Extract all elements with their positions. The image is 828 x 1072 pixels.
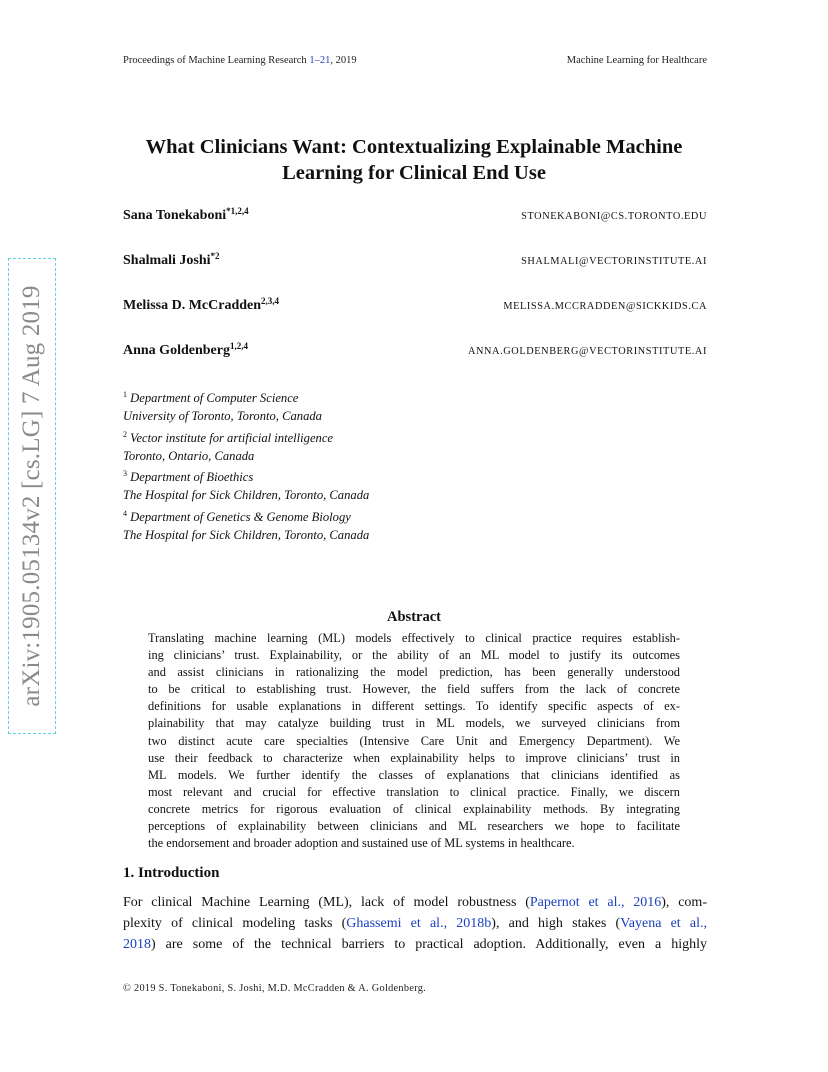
abstract-line: use their feedback to characterize when explainability helps to improve clinicians’ trust in <box>148 750 680 765</box>
author-email[interactable]: STONEKABONI@CS.TORONTO.EDU <box>521 211 707 222</box>
running-header-right: Machine Learning for Healthcare <box>566 55 707 66</box>
section-heading: 1. Introduction <box>123 865 220 881</box>
author-row <box>123 251 707 271</box>
citation-link[interactable]: 2018 <box>123 937 151 953</box>
page-range-link[interactable]: 1–21 <box>309 55 331 66</box>
affiliation-line: The Hospital for Sick Children, Toronto, Canada <box>123 488 370 503</box>
citation-link[interactable]: Papernot et al., 2016 <box>529 895 662 910</box>
author-email[interactable]: MELISSA.MCCRADDEN@SICKKIDS.CA <box>503 301 707 312</box>
title-line-2: Learning for Clinical End Use <box>282 162 546 184</box>
author-marks: 2,3,4 <box>261 296 280 306</box>
proceedings-year: , 2019 <box>330 55 357 66</box>
abstract-line: most relevant and crucial for effective translation to clinical practice. Finally, we discern <box>148 784 680 799</box>
author-name: Anna Goldenberg <box>123 343 230 358</box>
abstract-line: to be critical to establishing trust. However, the field suffers from the lack of concrete <box>148 682 680 697</box>
author-row <box>123 296 707 316</box>
abstract-line: perceptions of explainability between clinicians and ML researchers we hope to facilitate <box>148 819 680 834</box>
affiliation-line: $^4$ Department of Genetics & Genome Biology <box>123 508 351 524</box>
author-name: Melissa D. McCradden <box>123 298 262 313</box>
abstract-body <box>148 630 680 852</box>
author-name: Sana Tonekaboni <box>123 208 227 223</box>
intro-line: plexity of clinical modeling tasks (Ghassemi et al., 2018b), and high stakes (Vayena et al., <box>123 916 707 932</box>
affiliations <box>123 386 369 544</box>
abstract-line: Translating machine learning (ML) models effectively to clinical practice requires establish- <box>148 631 680 645</box>
citation-link[interactable]: Ghassemi et al., 2018b <box>346 916 492 932</box>
affiliation-line: The Hospital for Sick Children, Toronto, Canada <box>123 528 370 543</box>
citation-link[interactable]: Vayena et al., <box>620 916 707 932</box>
title-line-1: What Clinicians Want: Contextualizing Explainable Machine <box>145 136 683 158</box>
author-row <box>123 206 707 226</box>
abstract-line: ML models. We further identify the classes of explanations that clinicians identified as <box>148 767 680 782</box>
abstract-heading: Abstract <box>387 609 441 625</box>
running-header-left <box>123 55 357 66</box>
abstract-line: concrete metrics for rigorous evaluation of clinical explainability methods. By integrating <box>148 801 680 816</box>
author-marks: *2 <box>210 251 220 261</box>
affiliation-line: Toronto, Ontario, Canada <box>123 448 255 463</box>
author-email[interactable]: ANNA.GOLDENBERG@VECTORINSTITUTE.AI <box>467 346 707 357</box>
author-email[interactable]: SHALMALI@VECTORINSTITUTE.AI <box>521 256 707 267</box>
arxiv-stamp-text[interactable]: arXiv:1905.05134v2 [cs.LG] 7 Aug 2019 <box>8 258 56 734</box>
affiliation-line: $^2$ Vector institute for artificial intelligence <box>123 429 334 445</box>
author-row <box>123 341 707 361</box>
affiliation-line: University of Toronto, Toronto, Canada <box>123 409 322 424</box>
author-marks: 1,2,4 <box>229 341 248 351</box>
intro-line: For clinical Machine Learning (ML), lack of model robustness (Papernot et al., 2016), com- <box>123 895 707 910</box>
affiliation-line: $^3$ Department of Bioethics <box>123 469 254 485</box>
abstract-line: the endorsement and broader adoption and sustained use of ML systems in healthcare. <box>148 836 575 851</box>
abstract-line: and assist clinicians in rationalizing the model prediction, has been generally understood <box>148 665 680 680</box>
intro-line: 2018) are some of the technical barriers to practical adoption. Additionally, even a highly <box>123 937 707 953</box>
author-name: Shalmali Joshi <box>123 253 211 268</box>
affiliation-line: $^1$ Department of Computer Science <box>123 390 299 405</box>
author-marks: *1,2,4 <box>226 206 249 216</box>
abstract-line: definitions for usable explanations in different settings. To identify specific aspects of ex- <box>148 699 680 714</box>
proceedings-name: Proceedings of Machine Learning Research <box>123 55 310 66</box>
abstract-line: two distinct acute care specialties (Intensive Care Unit and Emergency Department). We <box>148 733 680 748</box>
abstract-line: plainability that may catalyze building trust in ML models, we surveyed clinicians from <box>148 716 680 731</box>
arxiv-stamp[interactable] <box>8 258 56 734</box>
copyright-footer: © 2019 S. Tonekaboni, S. Joshi, M.D. McCradden & A. Goldenberg. <box>123 983 427 994</box>
intro-paragraph <box>123 892 707 956</box>
paper-title <box>110 134 718 186</box>
abstract-line: ing clinicians’ trust. Explainability, or the ability of an ML model to justify its outcomes <box>148 648 680 663</box>
